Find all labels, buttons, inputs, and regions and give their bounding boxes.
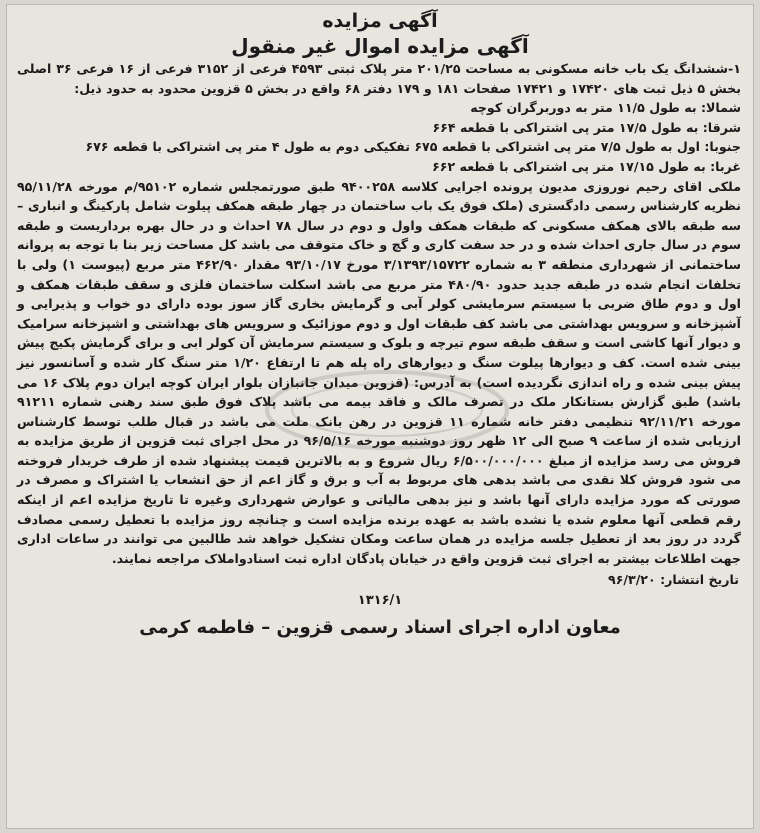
notice-title: آگهی مزایده xyxy=(322,10,438,32)
boundary-north: شمالا: به طول ۱۱/۵ متر به دوربرگران کوچه xyxy=(470,100,741,116)
notice-subtitle: آگهی مزایده اموال غیر منقول xyxy=(231,34,529,58)
property-description: ۱-ششدانگ یک باب خانه مسکونی به مساحت ۲۰۱/۲۵ متر پلاک ثبتی ۴۵۹۳ فرعی از ۳۱۵۲ فرعی از ۱۶ فرعی ۳۶ اصلی بخش ۵ ذیل ثبت های ۱۷۴۲۰ و ۱۷۴۲۱ صفحات ۱۸۱ و ۱۷۹ دفتر ۶۸ واقع در بخش ۵ قزوین محدود به حدود ذیل: xyxy=(17,61,741,96)
signature: معاون اداره اجرای اسناد رسمی قزوین – فاطمه کرمی xyxy=(139,617,621,639)
auction-notice xyxy=(6,4,754,829)
boundary-south: جنوبا: اول به طول ۷/۵ متر پی اشتراکی با قطعه ۶۷۵ تفکیکی دوم به طول ۴ متر پی اشتراکی با قطعه ۶۷۶ xyxy=(85,139,741,155)
notice-body xyxy=(7,59,753,568)
publish-date: تاریخ انتشار: ۹۶/۳/۲۰ xyxy=(608,572,739,588)
boundary-west: غربا: به طول ۱۷/۱۵ متر پی اشتراکی با قطعه ۶۶۲ xyxy=(432,158,741,174)
auction-details: ملکی اقای رحیم نوروزی مدیون پرونده اجرایی کلاسه ۹۴۰۰۲۵۸ طبق صورتمجلس شماره ۹۵۱۰۲/م مورخه ۹۵/۱۱/۲۸ نظریه کارشناس رسمی دادگستری (ملک فوق یک باب ساختمان در چهار طبقه همکف پیلوت شامل پارکینگ و انباری – سه طبقه بالای همکف مسکونی که طبقات همکف واول و دوم در سال ۷۸ احداث و در حال بهره برداریست و طبقه سوم در سال جاری احداث شده و در حد سفت کاری و گچ و خاک متوقف می باشد کل مساحت زیر بنا با توجه به پروانه ساختمانی از شهرداری منطقه ۳ به شماره ۳/۱۳۹۳/۱۵۷۲۲ مورخ ۹۳/۱۰/۱۷ مقدار ۴۶۲/۹۰ متر مربع (پیوست ۱) ولی با تخلفات انجام شده در طبقه جدید حدود ۴۸۰/۹۰ متر مربع می باشد اسکلت ساختمان فلزی و سقف طبقات همکف و اول و دوم طاق ضربی با سیستم سرمایشی کولر آبی و گرمایش بخاری گاز سوز بوده دارای دو خواب و پذیرایی و آشپزخانه و سرویس بهداشتی می باشد کف طبقات اول و دوم موزائیک و سرویس های بهداشتی و اشپزخانه سرامیک و دیوار آنها کاشی است و سقف طبقه سوم تیرچه و بلوک و سیستم سرمایش آن کولر ابی و برای گرمایش پکیج پیش بینی شده است. کف و دیوارها پیلوت سنگ و دیوارهای راه پله هم تا ارتفاع ۱/۲۰ متر سنگ کار شده و آسانسور نیز پیش بینی شده و راه اندازی نگردیده است) به آدرس: (قزوین میدان جانبازان بلوار ایران کوچه ایران دوم پلاک ۱۶ می باشد) طبق گزارش بستانکار ملک در تصرف مالک و فاقد بیمه می باشد پلاک فوق طبق سند رهنی شماره ۹۱۲۱۱ مورخه ۹۲/۱۱/۲۱ تنظیمی دفتر خانه شماره ۱۱ قزوین در رهن بانک ملت می باشد در قبال طلب توسط کارشناس ارزیابی شده از ساعت ۹ صبح الی ۱۲ ظهر روز دوشنبه مورخه ۹۶/۵/۱۶ در محل اجرای ثبت قزوین از طریق مزایده به فروش می رسد مزایده از مبلغ ۶/۵۰۰/۰۰۰/۰۰۰ ریال شروع و به بالاترین قیمت پیشنهاد شده از طرف خریدار فروخته می شود فروش کلا نقدی می باشد بدهی های مربوط به آب و برق و گاز اعم از حق انشعاب یا اشتراک و مصرف در صورتی که مورد مزایده دارای آنها باشد و نیز بدهی مالیاتی و عوارض شهرداری وغیره تا تاریخ مزایده اعم از اینکه رقم قطعی آنها معلوم شده یا نشده باشد به عهده برنده مزایده است و چنانچه روز مزایده با تعطیل رسمی مصادف گردد در روز بعد از تعطیل جلسه مزایده در همان ساعت ومکان تشکیل خواهد شد طالبین می توانند در ساعات اداری جهت اطلاعات بیشتر به اجرای ثبت قزوین واقع در خیابان پادگان اداره ثبت اسنادواملاک مراجعه نمایند. xyxy=(17,178,742,566)
reference-number: ۱۳۱۶/۱ xyxy=(357,593,403,609)
boundary-east: شرقا: به طول ۱۷/۵ متر پی اشتراکی با قطعه ۶۶۴ xyxy=(432,119,741,135)
